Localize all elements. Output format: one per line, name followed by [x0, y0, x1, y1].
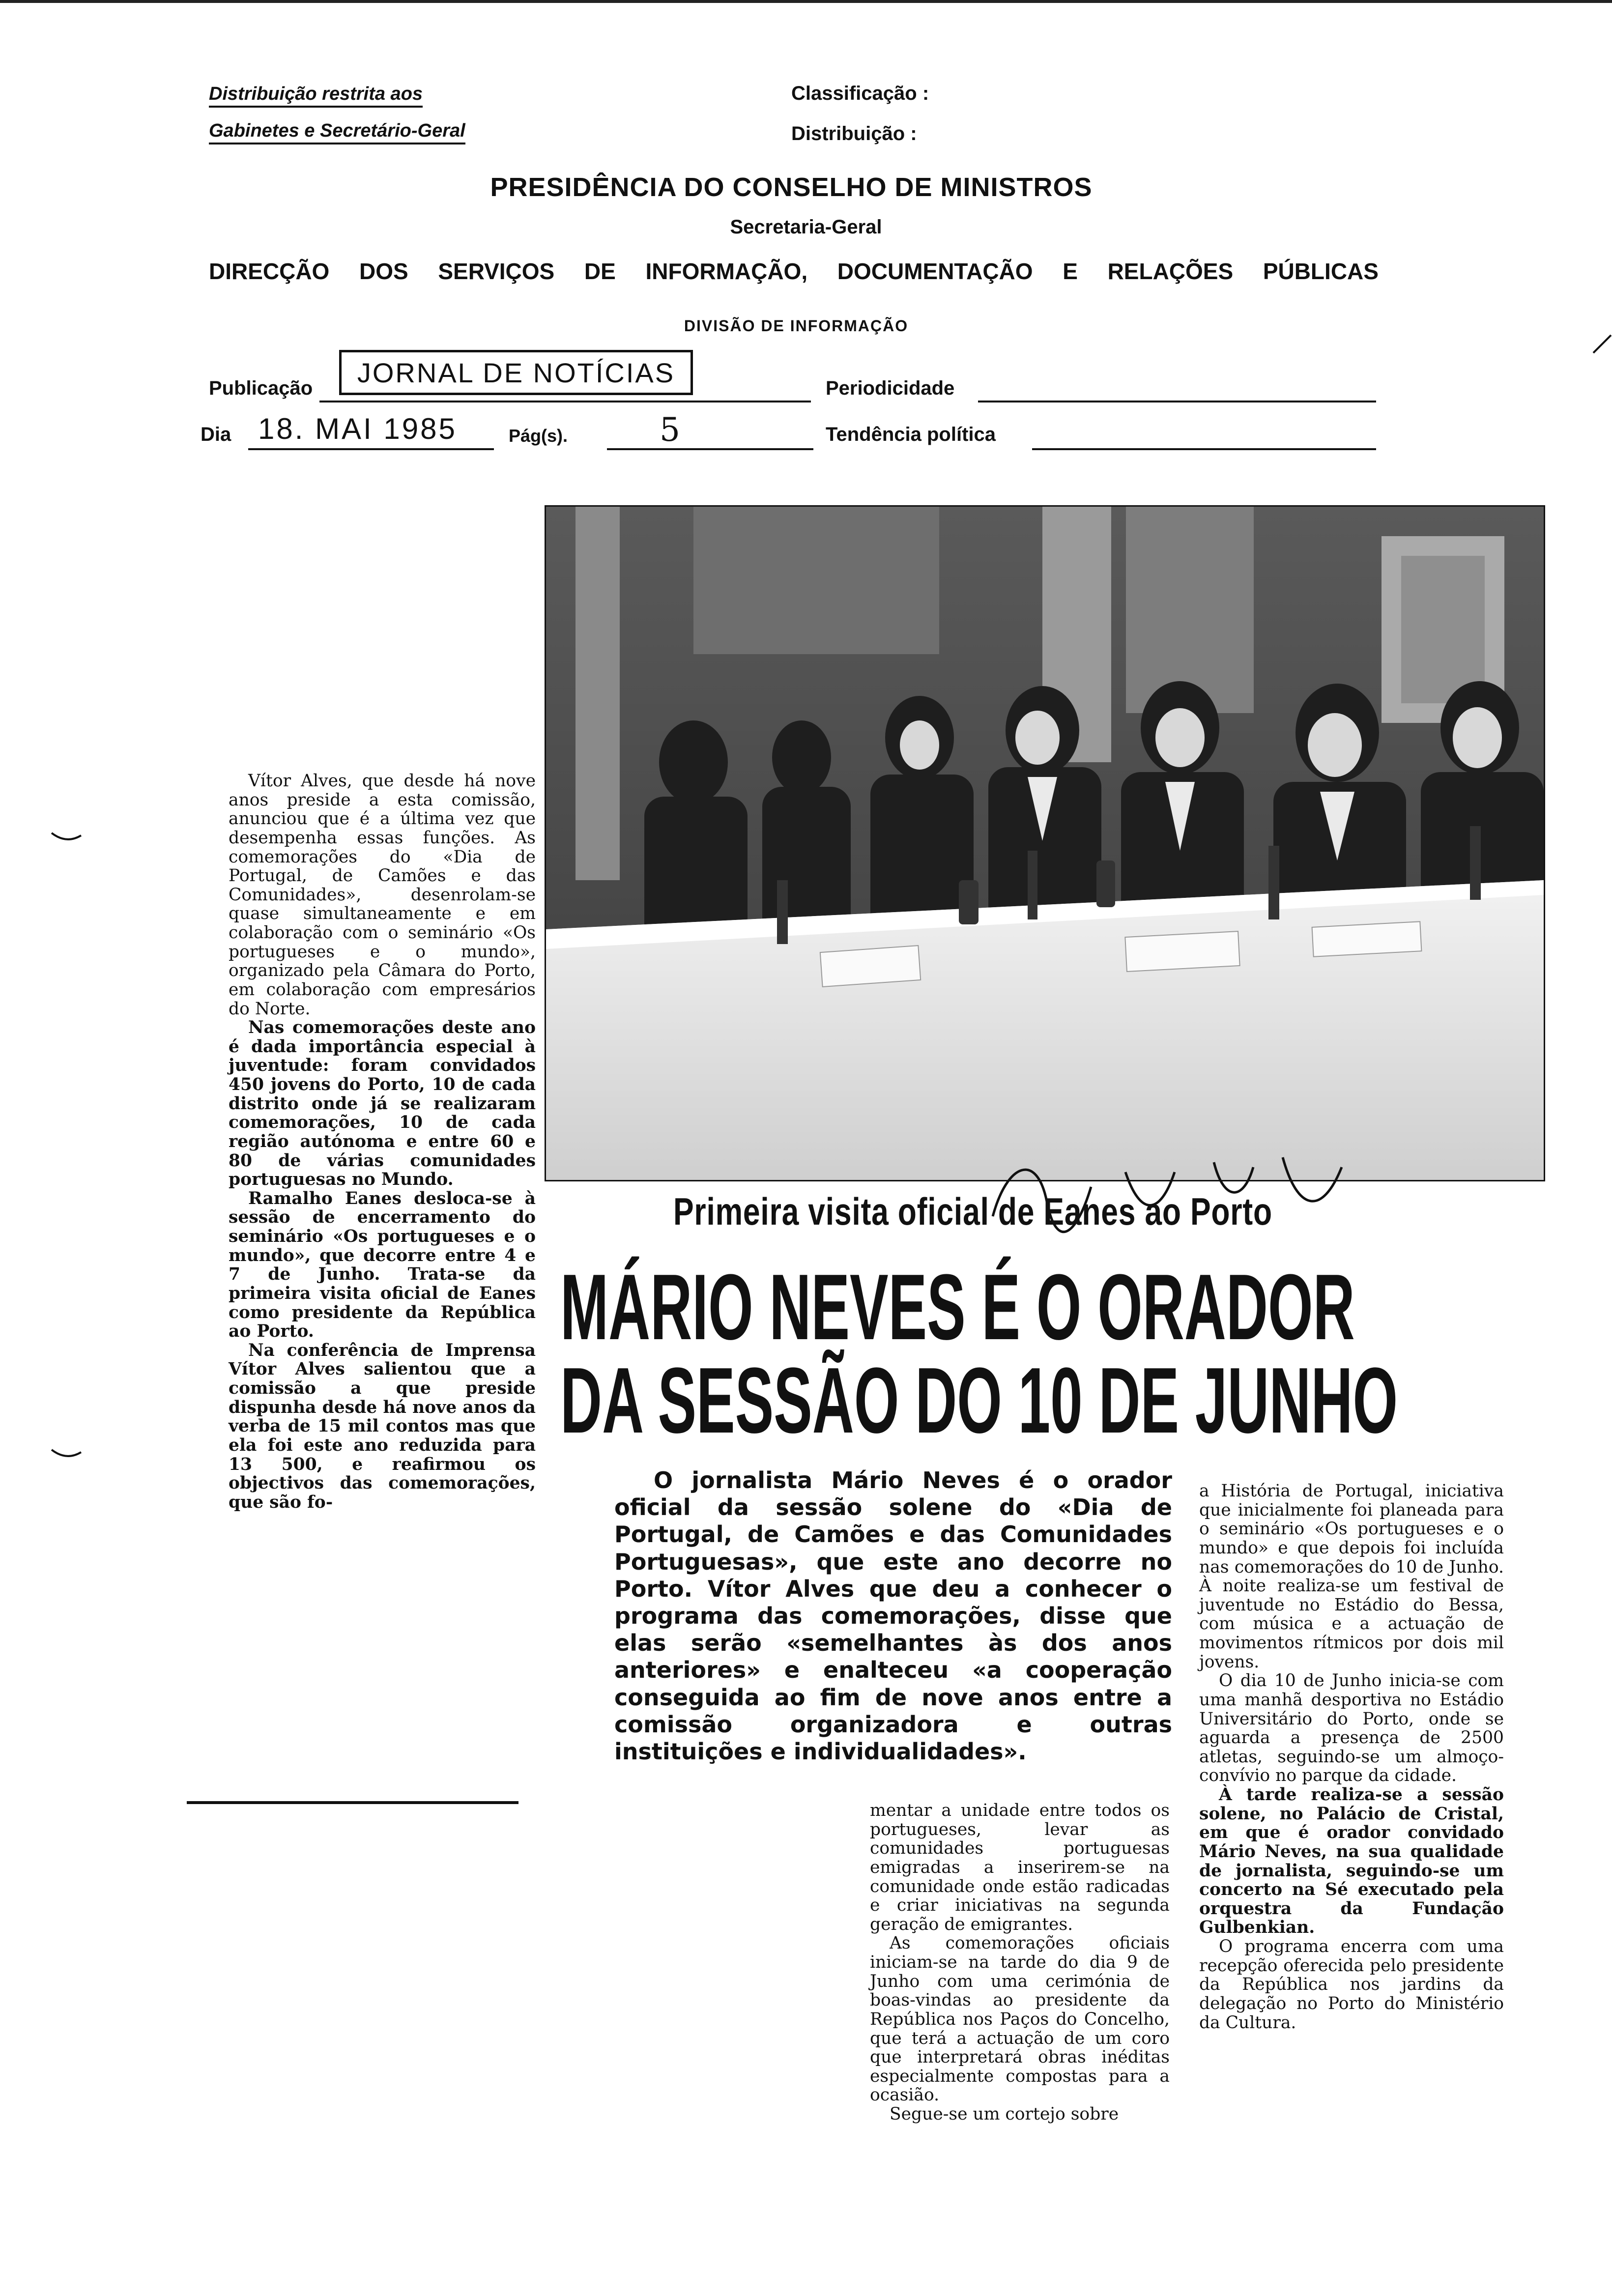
paragraph: Nas comemorações deste ano é dada importância especial à juventude: foram convidados 450 jovens do Porto, 10 de cada distrito onde já se realizaram comemorações, 10 de cada região autónoma e entre 60 e 80 de várias comunidades portuguesas no Mundo.: [229, 1018, 536, 1190]
restricted-distribution-line2: Gabinetes e Secretário-Geral: [209, 120, 465, 144]
middle-column: [870, 1801, 1170, 2124]
article-kicker: Primeira visita oficial de Eanes ao Porto: [673, 1190, 1272, 1233]
periodicidade-label: Periodicidade: [826, 377, 955, 399]
binder-mark-icon: [49, 1447, 84, 1462]
presidencia-title: PRESIDÊNCIA DO CONSELHO DE MINISTROS: [490, 172, 1093, 202]
tendencia-line: [1032, 448, 1376, 450]
periodicidade-line: [978, 401, 1376, 402]
pag-line: [607, 448, 813, 450]
dia-value: 18. MAI 1985: [258, 412, 457, 445]
direccao-word: INFORMAÇÃO,: [645, 258, 808, 284]
paragraph: À tarde realiza-se a sessão solene, no Palácio de Cristal, em que é orador convidado Mário Neves, na sua qualidade de jornalista, seguindo-se um concerto na Sé executado pela orquestra da Fundação Gulbenkian.: [1199, 1785, 1504, 1938]
paragraph: Segue-se um cortejo sobre: [890, 2104, 1119, 2124]
paragraph: Vítor Alves, que desde há nove anos preside a esta comissão, anunciou que é a última vez que desempenha essas funções. As comemorações do «Dia de Portugal, de Camões e das Comunidades», desenrolam-se quase simultaneamente e em colaboração com o seminário «Os portugueses e o mundo», organizado pela Câmara do Porto, em colaboração com empresários do Norte.: [229, 771, 536, 1019]
direccao-word: PÚBLICAS: [1263, 258, 1379, 284]
top-edge-rule: [0, 0, 1612, 3]
direccao-word: DOS: [359, 258, 408, 284]
paragraph: Ramalho Eanes desloca-se à sessão de encerramento do seminário «Os portugueses e o mundo», que decorre entre 4 e 7 de Junho. Trata-se da primeira visita oficial de Eanes como presidente da República ao Porto.: [229, 1188, 536, 1342]
direccao-servicos-line: [209, 258, 1379, 285]
lead-paragraph: [614, 1467, 1172, 1765]
lead-text: O jornalista Mário Neves é o orador oficial da sessão solene do «Dia de Portugal, de Camões e das Comunidades Portuguesas», que este ano decorre no Porto. Vítor Alves que deu a conhecer o programa das comemorações, disse que elas serão «semelhantes às dos anos anteriores» e enalteceu «a cooperação conseguida ao fim de nove anos entre a comissão organizadora e outras instituições e individualidades».: [614, 1467, 1172, 1765]
secretaria-geral: Secretaria-Geral: [730, 216, 882, 238]
direccao-word: DE: [584, 258, 616, 284]
paragraph: Na conferência de Imprensa Vítor Alves salientou que a comissão a que preside dispunha desde há nove anos da verba de 15 mil contos mas que ela foi este ano reduzida para 13 500, e reafirmou os objectivos das comemorações, que são fo-: [229, 1340, 536, 1512]
distribuicao-label: Distribuição :: [791, 123, 917, 144]
meeting-photo-illustration: [546, 507, 1544, 1180]
handwritten-annotation-icon: [978, 1143, 1371, 1241]
meeting-photo: [545, 505, 1545, 1181]
paragraph: As comemorações oficiais iniciam-se na tarde do dia 9 de Junho com uma cerimónia de boas-vindas ao presidente da República nos Paços do Concelho, que terá a actuação de um coro que interpretará obras inéditas especialmente compostas para a ocasião.: [870, 1933, 1170, 2105]
dia-label: Dia: [201, 424, 231, 445]
direccao-word: DOCUMENTAÇÃO: [837, 258, 1033, 284]
direccao-word: RELAÇÕES: [1107, 258, 1234, 284]
paragraph: O programa encerra com uma recepção oferecida pelo presidente da República nos jardins da delegação no Porto do Ministério da Cultura.: [1199, 1937, 1504, 2033]
pag-label: Pág(s).: [509, 426, 568, 446]
divisao-informacao: DIVISÃO DE INFORMAÇÃO: [684, 317, 909, 335]
publicacao-stamp: JORNAL DE NOTÍCIAS: [339, 350, 693, 395]
direccao-word: E: [1063, 258, 1078, 284]
direccao-word: SERVIÇOS: [438, 258, 555, 284]
binder-mark-icon: [49, 831, 84, 845]
restricted-distribution-line1: Distribuição restrita aos: [209, 84, 423, 108]
dia-line: [248, 448, 494, 450]
pag-value: 5: [660, 411, 680, 449]
publicacao-label: Publicação: [209, 377, 313, 399]
direccao-word: DIRECÇÃO: [209, 258, 330, 284]
paragraph: mentar a unidade entre todos os portugueses, levar as comunidades portuguesas emigradas a inserirem-se na comunidade onde estão radicadas e criar iniciativas na segunda geração de emigrantes.: [870, 1801, 1170, 1934]
publicacao-line: [319, 401, 811, 402]
left-column: [229, 772, 536, 1512]
tendencia-label: Tendência política: [826, 424, 996, 445]
right-column: [1199, 1482, 1504, 2032]
headline-line2: DA SESSÃO DO 10 DE JUNHO: [560, 1349, 1398, 1453]
left-column-bottom-rule: [187, 1801, 518, 1804]
classificacao-label: Classificação :: [791, 83, 929, 104]
margin-mark-icon: [1592, 334, 1612, 354]
headline-line1: MÁRIO NEVES É O ORADOR: [560, 1255, 1355, 1359]
paragraph: O dia 10 de Junho inicia-se com uma manhã desportiva no Estádio Universitário do Porto, onde se aguarda a presença de 2500 atletas, seguindo-se um almoço-convívio no parque da cidade.: [1199, 1671, 1504, 1786]
paragraph: a História de Portugal, iniciativa que inicialmente foi planeada para o seminário «Os portugueses e o mundo» e que depois foi incluída nas comemorações do 10 de Junho. À noite realiza-se um festival de juventude no Estádio do Bessa, com música e a actuação de movimentos rítmicos por dois mil jovens.: [1199, 1481, 1504, 1672]
